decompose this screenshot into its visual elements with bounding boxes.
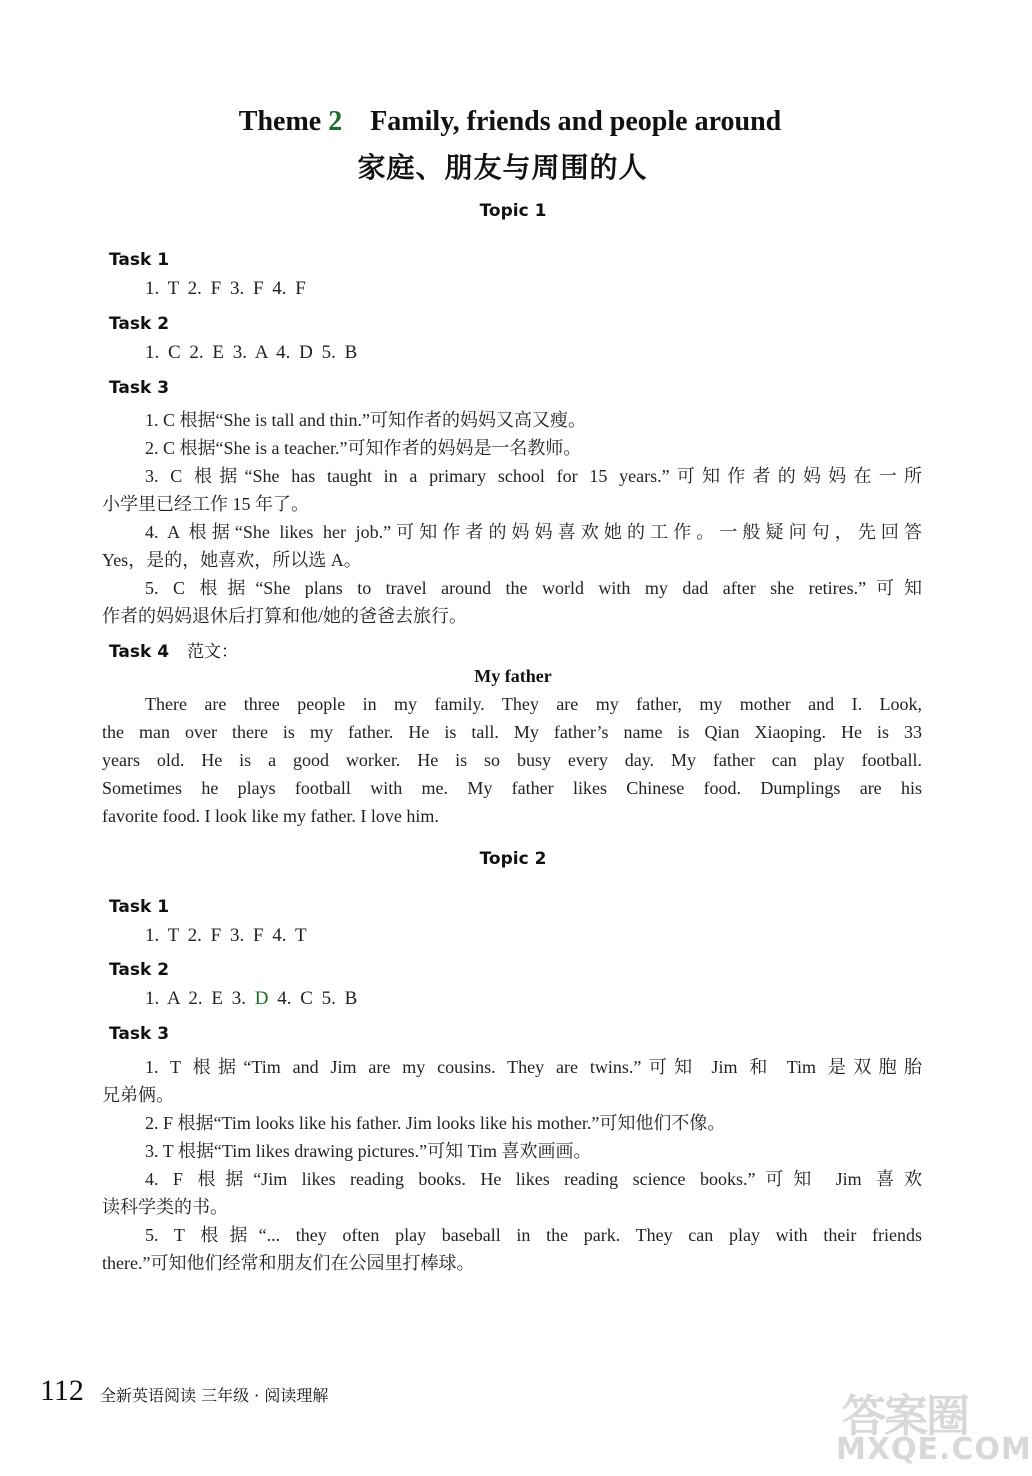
topic1-task3-line: 4. A 根据“She likes her job.”可知作者的妈妈喜欢她的工作。一般疑问句，先回答 xyxy=(145,522,922,542)
topic1-task3-line: 小学里已经工作 15 年了。 xyxy=(102,494,309,514)
essay-line: favorite food. I look like my father. I love him. xyxy=(102,806,439,826)
book-title: 全新英语阅读 三年级 · 阅读理解 xyxy=(100,1386,329,1405)
topic1-heading: Topic 1 xyxy=(479,201,547,221)
essay-line: Sometimes he plays football with me. My father likes Chinese food. Dumplings are his xyxy=(102,778,922,798)
topic1-task3-line: 1. C 根据“She is tall and thin.”可知作者的妈妈又高又瘦。 xyxy=(145,410,586,430)
topic2-task3-line: 2. F 根据“Tim looks like his father. Jim looks like his mother.”可知他们不像。 xyxy=(145,1113,726,1133)
page-number: 112 xyxy=(40,1374,84,1407)
topic2-task1-label: Task 1 xyxy=(109,897,170,917)
essay-line: There are three people in my family. They are my father, my mother and I. Look, xyxy=(145,694,922,714)
watermark-logo: 答案圈 xyxy=(842,1391,968,1442)
topic1-task4-label xyxy=(109,637,238,662)
topic2-task1-answers: 1. T 2. F 3. F 4. T xyxy=(145,925,307,946)
topic2-task2-answer-highlight: D xyxy=(254,988,269,1009)
watermark-url: MXQE.COM xyxy=(836,1432,1032,1467)
topic1-task3-line: 作者的妈妈退休后打算和他/她的爸爸去旅行。 xyxy=(102,606,467,626)
topic2-task3-line: 3. T 根据“Tim likes drawing pictures.”可知 Tim 喜欢画画。 xyxy=(145,1141,592,1161)
topic1-task2-label: Task 2 xyxy=(109,314,170,334)
topic2-task3-line: 5. T 根据“... they often play baseball in the park. They can play with their friends xyxy=(145,1225,922,1245)
topic1-task4-label-text: Task 4 xyxy=(109,642,170,662)
topic2-task3-line: 兄弟俩。 xyxy=(102,1085,174,1105)
topic1-task1-label: Task 1 xyxy=(109,250,170,270)
theme-title-english xyxy=(0,106,1020,138)
topic2-task2-answers xyxy=(145,988,357,1010)
topic1-task3-line: Yes，是的，她喜欢，所以选 A。 xyxy=(102,550,362,570)
topic2-task2-answers-pre: 1. A 2. E 3. xyxy=(145,988,255,1009)
topic1-task4-extra: 范文： xyxy=(187,642,239,662)
topic1-task1-answers: 1. T 2. F 3. F 4. F xyxy=(145,278,306,299)
topic2-heading: Topic 2 xyxy=(479,849,547,869)
topic1-task2-answers: 1. C 2. E 3. A 4. D 5. B xyxy=(145,342,358,363)
essay-title: My father xyxy=(474,666,552,686)
topic2-task3-line: 1. T 根据“Tim and Jim are my cousins. They are twins.”可知 Jim 和 Tim 是双胞胎 xyxy=(145,1057,922,1077)
topic1-task3-line: 5. C 根据“She plans to travel around the world with my dad after she retires.”可知 xyxy=(145,578,922,598)
theme-title-chinese: 家庭、朋友与周围的人 xyxy=(357,151,648,184)
theme-title-en-text: Family, friends and people around xyxy=(370,106,782,137)
topic1-task3-line: 2. C 根据“She is a teacher.”可知作者的妈妈是一名教师。 xyxy=(145,438,582,458)
topic2-task3-line: 读科学类的书。 xyxy=(102,1197,228,1217)
topic2-task2-answers-post: 4. C 5. B xyxy=(268,988,358,1009)
essay-line: the man over there is my father. He is tall. My father’s name is Qian Xiaoping. He is 33 xyxy=(102,722,922,742)
topic2-task3-label: Task 3 xyxy=(109,1024,170,1044)
topic1-task3-line: 3. C 根据“She has taught in a primary school for 15 years.”可知作者的妈妈在一所 xyxy=(145,466,922,486)
essay-line: years old. He is a good worker. He is so busy every day. My father can play football. xyxy=(102,750,922,770)
topic1-task3-label: Task 3 xyxy=(109,378,170,398)
theme-number: 2 xyxy=(328,106,343,137)
theme-label: Theme xyxy=(238,106,322,137)
topic2-task2-label: Task 2 xyxy=(109,960,170,980)
topic2-task3-line: there.”可知他们经常和朋友们在公园里打棒球。 xyxy=(102,1253,475,1273)
topic2-task3-line: 4. F 根据“Jim likes reading books. He likes reading science books.”可知 Jim 喜欢 xyxy=(145,1169,922,1189)
